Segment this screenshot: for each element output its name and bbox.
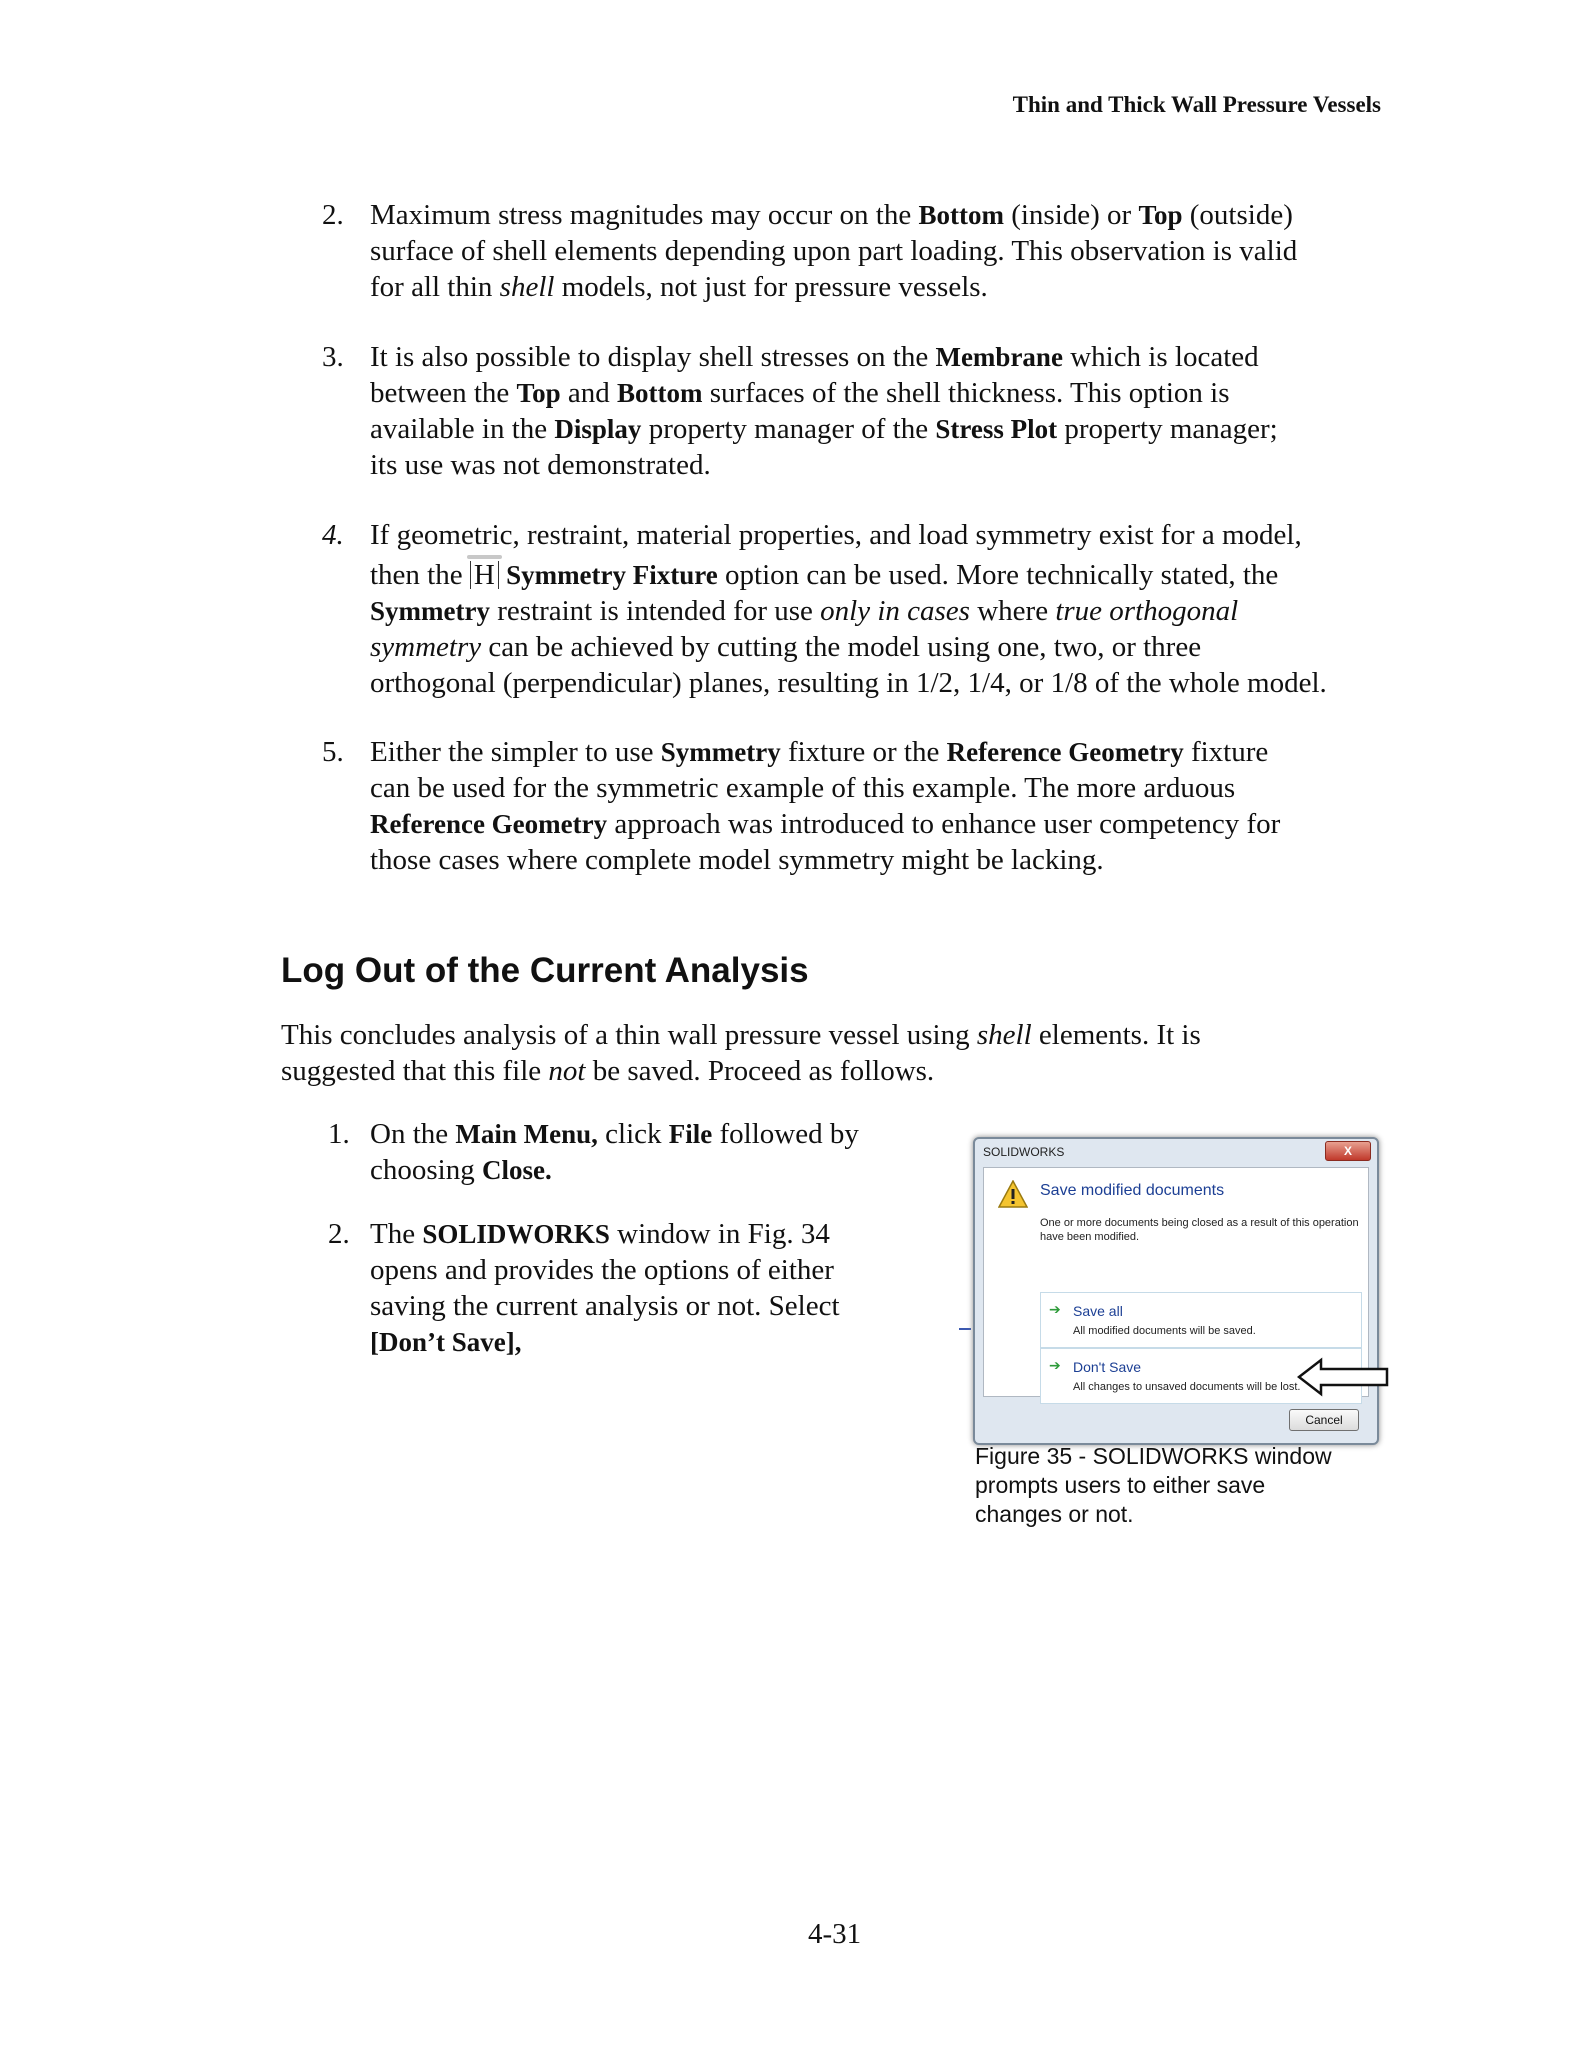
text-line: suggested that this file not be saved. Proceed as follows.	[281, 1055, 935, 1087]
text-line: Either the simpler to use Symmetry fixture or the Reference Geometry fixture	[370, 736, 1269, 768]
item-number: 2.	[328, 1218, 350, 1250]
intro-paragraph	[281, 1017, 1201, 1089]
text-line: for all thin shell models, not just for pressure vessels.	[370, 271, 988, 303]
option-label: Save all	[1073, 1303, 1123, 1319]
text-line: [Don’t Save],	[370, 1327, 522, 1357]
caption-line: Figure 35 - SOLIDWORKS window	[975, 1443, 1332, 1469]
green-arrow-icon: ➔	[1049, 1301, 1061, 1317]
text-line: If geometric, restraint, material properties, and load symmetry exist for a model,	[370, 519, 1302, 551]
observation-item-4	[322, 517, 1327, 701]
text-line: choosing Close.	[370, 1154, 552, 1186]
close-button[interactable]: X	[1325, 1141, 1371, 1161]
text-line: This concludes analysis of a thin wall pressure vessel using shell elements. It is	[281, 1019, 1201, 1051]
option-label: Don't Save	[1073, 1359, 1142, 1375]
text-line: It is also possible to display shell stresses on the Membrane which is located	[370, 341, 1259, 373]
step-item-2	[328, 1216, 840, 1360]
caption-line: prompts users to either save	[975, 1472, 1266, 1498]
dialog-heading: Save modified documents	[1040, 1182, 1225, 1199]
green-arrow-icon: ➔	[1049, 1357, 1061, 1373]
text-line: can be used for the symmetric example of this example. The more arduous	[370, 772, 1236, 804]
text-line: its use was not demonstrated.	[370, 449, 711, 481]
text-line: between the Top and Bottom surfaces of the shell thickness. This option is	[370, 377, 1230, 409]
stray-mark	[959, 1328, 971, 1330]
warning-icon	[998, 1180, 1028, 1208]
dialog-title: SOLIDWORKS	[983, 1145, 1065, 1159]
item-number: 3.	[322, 341, 344, 373]
dont-save-option[interactable]	[1040, 1348, 1362, 1404]
text-line: then the H Symmetry Fixture option can be used. More technically stated, the	[370, 559, 1279, 591]
option-description: All changes to unsaved documents will be lost.	[1073, 1381, 1301, 1393]
text-line: The SOLIDWORKS window in Fig. 34	[370, 1218, 830, 1250]
step-item-1	[328, 1116, 859, 1188]
text-line: those cases where complete model symmetry might be lacking.	[370, 844, 1104, 876]
section-title: Log Out of the Current Analysis	[281, 951, 809, 990]
text-line: symmetry can be achieved by cutting the model using one, two, or three	[370, 631, 1202, 663]
item-number: 1.	[328, 1118, 350, 1150]
text-line: On the Main Menu, click File followed by	[370, 1118, 859, 1150]
option-description: All modified documents will be saved.	[1073, 1325, 1256, 1337]
text-line: surface of shell elements depending upon part loading. This observation is valid	[370, 235, 1298, 267]
save-dialog-figure	[973, 1137, 1379, 1445]
item-number: 5.	[322, 736, 344, 768]
observation-item-5	[322, 734, 1280, 878]
observation-item-3	[322, 339, 1278, 483]
save-all-option[interactable]	[1040, 1292, 1362, 1348]
text-line: orthogonal (perpendicular) planes, resulting in 1/2, 1/4, or 1/8 of the whole model.	[370, 667, 1327, 699]
text-line: Symmetry restraint is intended for use only in cases where true orthogonal	[370, 595, 1239, 627]
text-line: Maximum stress magnitudes may occur on the Bottom (inside) or Top (outside)	[370, 199, 1293, 231]
figure-caption	[975, 1442, 1375, 1529]
text-line: opens and provides the options of either	[370, 1254, 834, 1286]
pointer-arrow-icon	[1297, 1357, 1391, 1397]
dialog-description: One or more documents being closed as a result of this operation have been modified.	[1040, 1217, 1359, 1243]
text-line: Reference Geometry approach was introduced to enhance user competency for	[370, 808, 1281, 840]
cancel-button[interactable]: Cancel	[1289, 1409, 1359, 1431]
symmetry-fixture-icon: H	[470, 561, 499, 589]
item-number: 4.	[322, 519, 344, 551]
running-head: Thin and Thick Wall Pressure Vessels	[1012, 92, 1381, 117]
dialog-content	[983, 1167, 1369, 1397]
observation-item-2	[322, 197, 1297, 305]
page-number: 4-31	[808, 1918, 862, 1950]
item-number: 2.	[322, 199, 344, 231]
text-line: available in the Display property manager of the Stress Plot property manager;	[370, 413, 1278, 445]
caption-line: changes or not.	[975, 1501, 1134, 1527]
text-line: saving the current analysis or not. Select	[370, 1290, 840, 1322]
